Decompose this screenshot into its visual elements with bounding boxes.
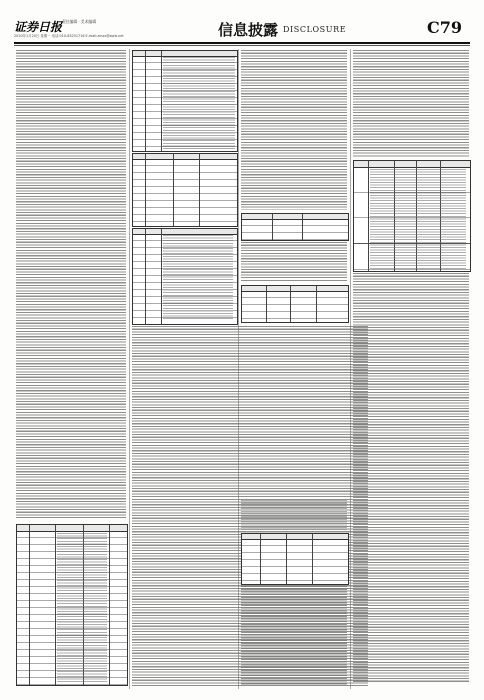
table-column-line: [161, 229, 162, 324]
table-column-line: [109, 525, 110, 685]
column-divider: [129, 49, 130, 689]
text-block: [353, 273, 469, 683]
data-table: [132, 153, 238, 227]
table-column-line: [286, 534, 287, 584]
text-block: [241, 586, 347, 686]
text-block: [241, 242, 347, 282]
table-rows: [242, 539, 348, 584]
masthead-rule: [14, 42, 470, 44]
data-table: [132, 50, 238, 152]
table-column-line: [312, 534, 313, 584]
table-cells: [163, 57, 235, 149]
masthead-rule-thin: [14, 45, 470, 46]
data-table: [241, 533, 349, 585]
editor-credit: 责任编辑 · 美术编辑: [62, 19, 96, 24]
dateline: 2020年1月20日 星期一 电话:010-83251716 E-mail:zmzx@zqrb.net: [14, 34, 124, 38]
page-number: C79: [427, 18, 462, 37]
table-column-line: [29, 525, 30, 685]
text-block: [241, 50, 347, 210]
table-column-line: [199, 154, 200, 226]
table-column-line: [290, 286, 291, 322]
table-column-line: [173, 154, 174, 226]
table-column-line: [145, 51, 146, 151]
data-table: [353, 160, 471, 272]
table-column-line: [161, 51, 162, 151]
section-title-english: DISCLOSURE: [283, 25, 347, 34]
table-rows: [242, 219, 348, 240]
table-cells: [163, 235, 233, 321]
data-table: [241, 285, 349, 323]
masthead: [0, 0, 484, 44]
table-column-line: [316, 286, 317, 322]
table-column-line: [266, 286, 267, 322]
table-column-line: [272, 214, 273, 240]
table-column-line: [260, 534, 261, 584]
data-table: [241, 213, 349, 241]
data-table: [16, 524, 128, 686]
table-column-line: [145, 229, 146, 324]
text-block: [241, 500, 347, 530]
table-rows: [242, 291, 348, 322]
text-block: [16, 50, 126, 520]
text-block: [353, 50, 469, 158]
section-title: 信息披露: [218, 21, 279, 39]
data-table: [132, 228, 238, 325]
table-column-line: [55, 525, 56, 685]
table-cells: [370, 169, 466, 269]
table-column-line: [368, 161, 369, 271]
table-column-line: [302, 214, 303, 240]
table-column-line: [145, 154, 146, 226]
table-cells: [57, 533, 107, 683]
table-rows: [133, 159, 237, 226]
newspaper-logo: 证券日报: [14, 20, 63, 34]
